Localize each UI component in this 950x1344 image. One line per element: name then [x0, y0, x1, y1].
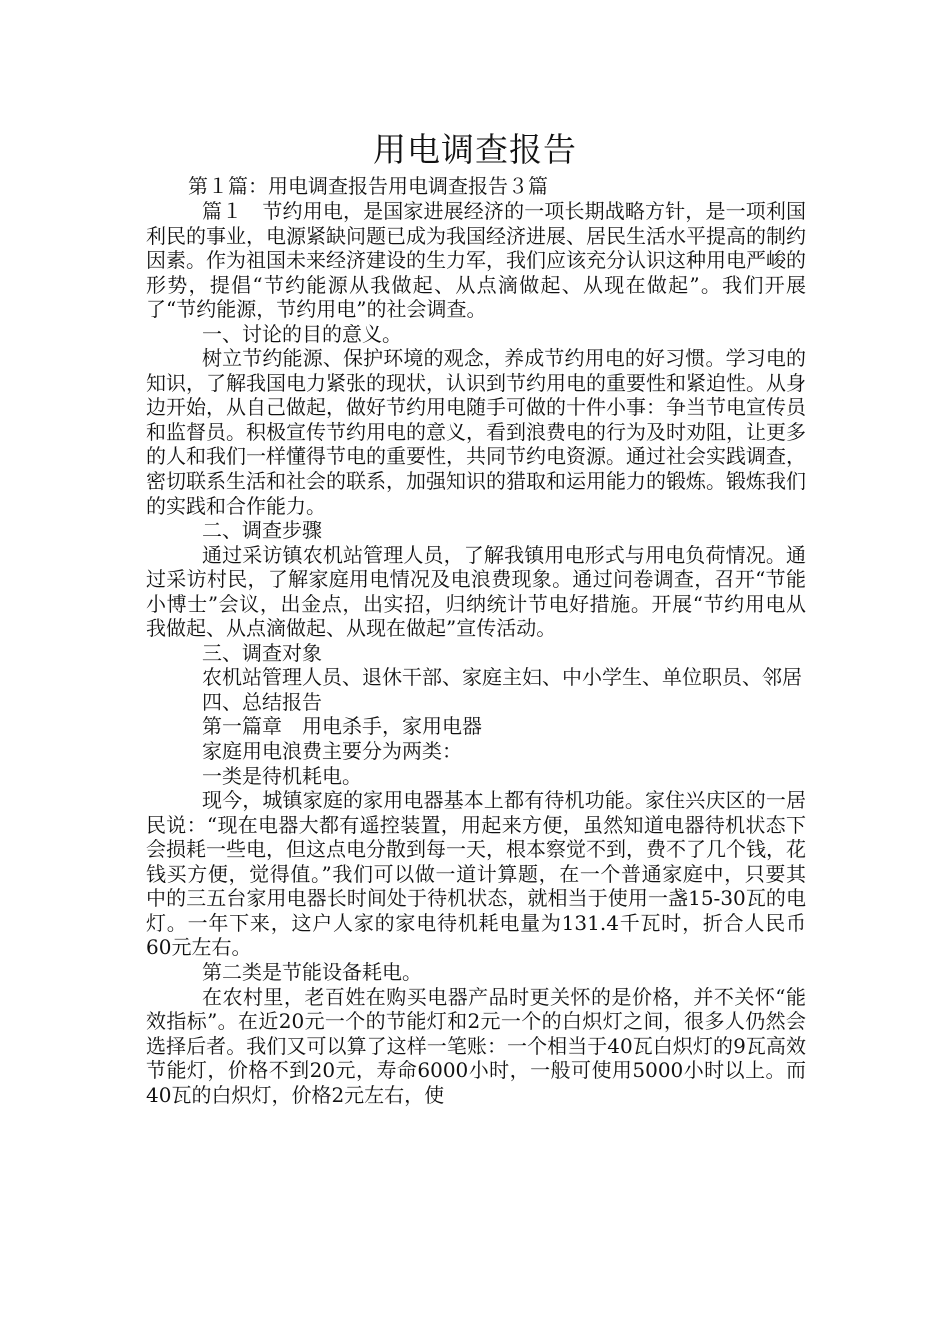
paragraph-subjects: 农机站管理人员、退休干部、家庭主妇、中小学生、单位职员、邻居: [202, 665, 802, 690]
paragraph-steps: 通过采访镇农机站管理人员，了解我镇用电形式与用电负荷情况。通过采访村民，了解家庭用电情况及电浪费现象。通过问卷调查，召开“节能小博士”会议，出金点，出实招，归纳统计节电好措施。开展“节约用电从我做起、从点滴做起、从现在做起”宣传活动。: [146, 542, 806, 641]
paragraph-standby-heading: 一类是待机耗电。: [202, 763, 362, 788]
paragraph-intro: 篇１ 节约用电，是国家进展经济的一项长期战略方针，是一项利国利民的事业，电源紧缺问题已成为我国经济进展、居民生活水平提高的制约因素。作为祖国未来经济建设的生力军，我们应该充分认识这种用电严峻的形势，提倡“节约能源从我做起、从点滴做起、从现在做起”。我们开展了“节约能源，节约用电”的社会调查。: [146, 199, 806, 322]
section-heading-steps: 二、调查步骤: [202, 518, 322, 543]
document-subtitle: 第１篇：用电调查报告用电调查报告３篇: [188, 174, 548, 198]
section-heading-summary: 四、总结报告: [202, 689, 322, 714]
section-heading-subjects: 三、调查对象: [202, 640, 322, 665]
paragraph-device: 在农村里，老百姓在购买电器产品时更关怀的是价格，并不关怀“能效指标”。在近20元一个的节能灯和2元一个的白炽灯之间，很多人仍然会选择后者。我们又可以算了这样一笔账：一个相当于40瓦白炽灯的9瓦高效节能灯，价格不到20元，寿命6000小时，一般可使用5000小时以上。而40瓦的白炽灯，价格2元左右，使: [146, 984, 806, 1107]
paragraph-purpose: 树立节约能源、保护环境的观念，养成节约用电的好习惯。学习电的知识，了解我国电力紧张的现状，认识到节约用电的重要性和紧迫性。从身边开始，从自己做起，做好节约用电随手可做的十件小事：争当节电宣传员和监督员。积极宣传节约用电的意义，看到浪费电的行为及时劝阻，让更多的人和我们一样懂得节电的重要性，共同节约电资源。通过社会实践调查，密切联系生活和社会的联系，加强知识的猎取和运用能力的锻炼。锻炼我们的实践和合作能力。: [146, 346, 806, 518]
section-heading-purpose: 一、讨论的目的意义。: [202, 321, 402, 346]
paragraph-waste-types: 家庭用电浪费主要分为两类：: [202, 739, 462, 764]
paragraph-device-heading: 第二类是节能设备耗电。: [202, 959, 422, 984]
document-body: [146, 199, 806, 1107]
paragraph-standby: 现今，城镇家庭的家用电器基本上都有待机功能。家住兴庆区的一居民说：“现在电器大都有遥控装置，用起来方便，虽然知道电器待机状态下会损耗一些电，但这点电分散到每一天，根本察觉不到，费不了几个钱，花钱买方便，觉得值。”我们可以做一道计算题，在一个普通家庭中，只要其中的三五台家用电器长时间处于待机状态，就相当于使用一盏15-30瓦的电灯。一年下来，这户人家的家电待机耗电量为131.4千瓦时，折合人民币60元左右。: [146, 788, 806, 960]
chapter-heading: 第一篇章 用电杀手，家用电器: [202, 714, 482, 739]
document-title: 用电调查报告: [373, 130, 577, 169]
